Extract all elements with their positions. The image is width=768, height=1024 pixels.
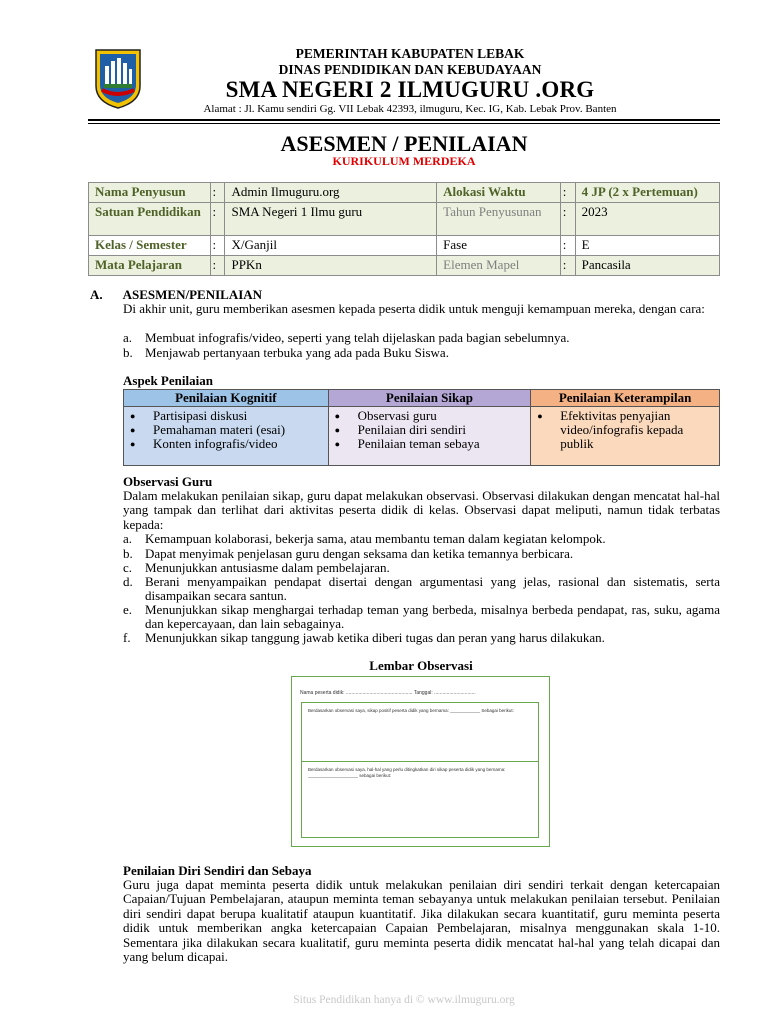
- list-text: Dapat menyimak penjelasan guru dengan seksama dan ketika temannya berbicara.: [145, 546, 574, 561]
- elemen-value: Pancasila: [575, 256, 719, 276]
- penyusun-value: Admin Ilmuguru.org: [225, 183, 437, 203]
- info-table: [88, 182, 720, 276]
- sheet-name-row: Nama peserta didik: ................................................ Tanggal: ..............................: [300, 690, 476, 696]
- sheet-divider: [302, 761, 538, 762]
- section-a-intro: Di akhir unit, guru memberikan asesmen kepada peserta didik untuk menguji kemampuan mereka, dengan cara:: [123, 301, 705, 316]
- penilaian-diri-text: Guru juga dapat meminta peserta didik untuk melakukan penilaian diri sendiri terkait dengan ketercapaian Capaian/Tujuan Pembelajaran, ataupun meminta teman sebayanya untuk melakukan penilaian tersebut. Penilaian diri sendiri dapat berupa kualitatif ataupun kuantitatif. Jika dilakukan secara kuantitatif, guru meminta peserta didik untuk memberikan angka ketercapaian Capaian Pembelajaran, misalnya menggunakan skala 1-10. Sementara jika dilakukan secara kualitatif, guru meminta peserta didik mencatat hal-hal yang telah dicapai dan yang belum dicapai.: [123, 877, 720, 965]
- mapel-label: Mata Pelajaran: [89, 256, 211, 276]
- list-item: ● Konten infografis/video: [128, 437, 324, 451]
- list-text: Menunjukkan sikap tanggung jawab ketika diberi tugas dan peran yang harus dilakukan.: [145, 630, 605, 645]
- header-divider: [88, 119, 720, 124]
- list-marker: b.: [123, 546, 133, 561]
- school-name: SMA NEGERI 2 ILMUGURU .ORG: [225, 77, 595, 102]
- colon: :: [210, 203, 225, 236]
- mapel-value: PPKn: [225, 256, 437, 276]
- sheet-box: [301, 702, 539, 838]
- keterampilan-cell: [531, 407, 720, 466]
- list-text: Menunjukkan sikap menghargai terhadap teman yang berbeda, misalnya berbeda pendapat, ras, suku, agama dan kepercayaan, dan lain sebagainya.: [145, 602, 720, 632]
- lembar-heading: Lembar Observasi: [369, 658, 473, 673]
- elemen-label: Elemen Mapel: [437, 256, 561, 276]
- header-line2: DINAS PENDIDIKAN DAN KEBUDAYAAN: [278, 62, 542, 77]
- observation-sheet-image: [291, 676, 550, 847]
- list-marker: a.: [123, 531, 133, 546]
- section-a-title: ASESMEN/PENILAIAN: [122, 287, 263, 302]
- observasi-intro: Dalam melakukan penilaian sikap, guru dapat melakukan observasi. Observasi dilakukan dengan mencatat hal-hal yang tampak dan terlihat dari aktivitas peserta didik di kelas. Observasi dapat meliputi, namun tidak terbatas kepada:: [123, 488, 720, 532]
- satuan-value: SMA Negeri 1 Ilmu guru: [225, 203, 437, 236]
- footer-watermark: Situs Pendidikan hanya di © www.ilmuguru.org: [293, 994, 515, 1006]
- colon: :: [560, 236, 575, 256]
- colon: :: [560, 183, 575, 203]
- list-text: Kemampuan kolaborasi, bekerja sama, atau membantu teman dalam kegiatan kelompok.: [145, 531, 606, 546]
- page-title: ASESMEN / PENILAIAN: [280, 131, 528, 156]
- info-row: [89, 203, 720, 236]
- sheet-text-positive: Berdasarkan observasi saya, sikap positif peserta didik yang bernama: ____________ Sebagai berikut:: [308, 708, 514, 713]
- list-item: ● Penilaian teman sebaya: [333, 437, 527, 451]
- colon: :: [560, 256, 575, 276]
- page-subtitle: KURIKULUM MERDEKA: [332, 154, 476, 168]
- list-item: ● Penilaian diri sendiri: [333, 423, 527, 437]
- list-item: ● Pemahaman materi (esai): [128, 423, 324, 437]
- satuan-label: Satuan Pendidikan: [89, 203, 211, 236]
- list-text: Menjawab pertanyaan terbuka yang ada pada Buku Siswa.: [145, 345, 449, 360]
- header-line1: PEMERINTAH KABUPATEN LEBAK: [295, 46, 525, 61]
- tahun-label: Tahun Penyusunan: [437, 203, 561, 236]
- colon: :: [210, 236, 225, 256]
- colon: :: [210, 256, 225, 276]
- list-marker: e.: [123, 602, 133, 617]
- list-text: Menunjukkan antusiasme dalam pembelajaran.: [145, 560, 390, 575]
- kognitif-header: Penilaian Kognitif: [124, 390, 329, 407]
- info-row: [89, 236, 720, 256]
- list-item: ● Partisipasi diskusi: [128, 409, 324, 423]
- tahun-value: 2023: [575, 203, 719, 236]
- list-marker: b.: [123, 345, 133, 360]
- kognitif-cell: [124, 407, 329, 466]
- fase-value: E: [575, 236, 719, 256]
- keterampilan-header: Penilaian Keterampilan: [531, 390, 720, 407]
- penyusun-label: Nama Penyusun: [89, 183, 211, 203]
- sikap-cell: [328, 407, 531, 466]
- info-row: [89, 183, 720, 203]
- sheet-text-improve: Berdasarkan observasi saya, hal-hal yang perlu ditingkatkan diri sikap peserta didik yang bernama: ____________________ sebagai berikut:: [308, 767, 506, 778]
- aspek-table: [123, 389, 720, 466]
- kelas-value: X/Ganjil: [225, 236, 437, 256]
- list-marker: c.: [123, 560, 133, 575]
- penilaian-diri-heading: Penilaian Diri Sendiri dan Sebaya: [123, 863, 312, 878]
- list-item: ● Efektivitas penyajian video/infografis kepada publik: [535, 409, 715, 452]
- fase-label: Fase: [437, 236, 561, 256]
- alokasi-value: 4 JP (2 x Pertemuan): [575, 183, 719, 203]
- kelas-label: Kelas / Semester: [89, 236, 211, 256]
- sikap-header: Penilaian Sikap: [328, 390, 531, 407]
- colon: :: [560, 203, 575, 236]
- school-address: Alamat : Jl. Kamu sendiri Gg. VII Lebak 42393, ilmuguru, Kec. IG, Kab. Lebak Prov. Banten: [203, 103, 617, 115]
- colon: :: [210, 183, 225, 203]
- aspek-heading: Aspek Penilaian: [123, 373, 213, 388]
- school-logo: [90, 46, 146, 110]
- list-marker: d.: [123, 574, 133, 589]
- info-row: [89, 256, 720, 276]
- alokasi-label: Alokasi Waktu: [437, 183, 561, 203]
- list-marker: a.: [123, 330, 133, 345]
- list-text: Berani menyampaikan pendapat disertai dengan argumentasi yang jelas, rasional dan sistematis, serta disampaikan secara santun.: [145, 574, 720, 604]
- list-item: ● Observasi guru: [333, 409, 527, 423]
- list-marker: f.: [123, 630, 131, 645]
- observasi-heading: Observasi Guru: [123, 474, 213, 489]
- section-a-letter: A.: [90, 287, 103, 302]
- list-text: Membuat infografis/video, seperti yang telah dijelaskan pada bagian sebelumnya.: [145, 330, 570, 345]
